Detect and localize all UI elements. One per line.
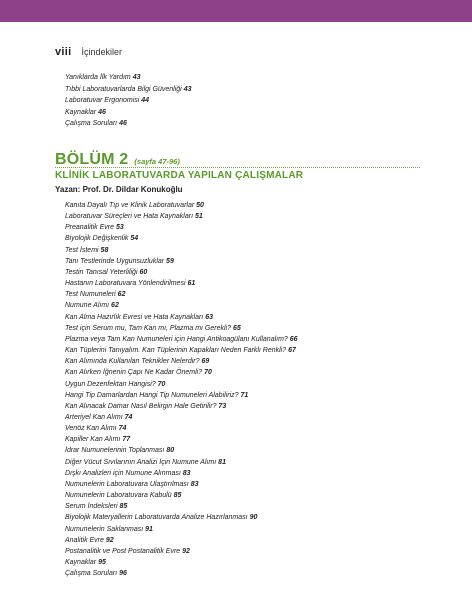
dotted-divider — [55, 167, 420, 168]
toc-entry-page: 51 — [194, 213, 203, 221]
toc-entry-page: 46 — [98, 108, 106, 116]
toc-entry-page: 50 — [196, 202, 204, 209]
toc-entry-page: 92 — [182, 547, 190, 555]
toc-entry-page: 66 — [289, 335, 298, 343]
page-header — [55, 46, 122, 58]
toc-entry — [65, 289, 298, 300]
toc-entry-page: 69 — [201, 358, 210, 366]
toc-entry — [65, 535, 298, 546]
top-color-bar — [0, 0, 472, 22]
toc-entry-title: Preanalitik Evre — [65, 224, 115, 232]
toc-entry — [65, 84, 191, 96]
toc-entry — [65, 501, 298, 512]
toc-entry — [65, 401, 298, 412]
toc-entry — [65, 423, 298, 434]
toc-entry-page: 58 — [100, 246, 109, 254]
toc-entry-title: Tanı Testlerinde Uygunsuzluklar — [65, 257, 165, 265]
toc-entry — [65, 200, 298, 211]
chapter-title: BÖLÜM 2 — [55, 151, 129, 168]
toc-entry — [65, 379, 298, 390]
page-number: viii — [55, 46, 72, 58]
toc-entry-page: 92 — [105, 536, 114, 544]
toc-entry — [65, 557, 298, 568]
toc-entry-page: 65 — [232, 324, 241, 332]
toc-entry-title: Diğer Vücut Sıvılarının Analizi İçin Numune Alımı — [65, 458, 217, 466]
toc-entry — [65, 95, 191, 107]
toc-entry-page: 85 — [119, 503, 128, 511]
toc-entry — [65, 300, 298, 311]
toc-entry-page: 74 — [118, 425, 127, 433]
toc-entry-page: 59 — [166, 257, 174, 265]
toc-entry — [65, 312, 298, 323]
toc-entry — [65, 546, 298, 557]
toc-entry-title: Biyolojik Değişkenlik — [65, 235, 129, 243]
toc-entry-title: Venöz Kan Alımı — [65, 425, 117, 433]
toc-entry-title: Uygun Dezenfektan Hangisi? — [65, 380, 156, 388]
toc-entry-page: 43 — [132, 74, 141, 81]
toc-entry-page: 95 — [98, 559, 106, 566]
chapter-page-range: (sayfa 47-96) — [134, 157, 180, 166]
toc-entry-title: Hastanın Laboratuvara Yönlendirilmesi — [65, 280, 186, 288]
toc-entry — [65, 568, 298, 579]
toc-entry — [65, 334, 298, 345]
toc-entry-title: Kaynaklar — [65, 559, 97, 566]
toc-entry — [65, 356, 298, 367]
toc-entry — [65, 267, 298, 278]
toc-entry-page: 46 — [119, 120, 127, 127]
toc-entry — [65, 479, 298, 490]
toc-entry-title: Biyolojik Materyallerin Laboratuvarda Analize Hazırlanması — [65, 514, 248, 522]
toc-entry — [65, 412, 298, 423]
toc-entry-title: Postanalitik ve Post Postanalitik Evre — [65, 547, 181, 555]
toc-entry-title: Dışkı Analizleri için Numune Alınması — [65, 469, 181, 477]
toc-entry — [65, 323, 298, 334]
toc-entry-page: 63 — [205, 313, 213, 321]
toc-entry — [65, 72, 191, 84]
toc-entry-title: Kan Tüplerini Tanıyalım. Kan Tüplerinin Kapakları Neden Farklı Renkli? — [65, 347, 287, 355]
toc-entry-page: 70 — [204, 369, 212, 377]
toc-entry — [65, 512, 298, 523]
toc-entry-page: 60 — [139, 268, 148, 276]
toc-entry — [65, 107, 191, 119]
toc-entry-page: 91 — [145, 525, 153, 533]
toc-entry — [65, 445, 298, 456]
toc-entry-title: Numune Alımı — [65, 302, 110, 310]
toc-entry-title: Serum İndeksleri — [65, 503, 118, 511]
toc-entry-title: Analitik Evre — [65, 536, 104, 544]
toc-entry-title: Çalışma Soruları — [65, 570, 118, 578]
toc-list-chapter-2 — [65, 200, 298, 579]
toc-entry — [65, 211, 298, 222]
toc-entry — [65, 457, 298, 468]
toc-entry-title: Kanıta Dayalı Tıp ve Klinik Laboratuvarlar — [65, 202, 195, 209]
toc-entry — [65, 434, 298, 445]
toc-entry-title: Kan Alınacak Damar Nasıl Belirgin Hale Getirilir? — [65, 402, 217, 410]
toc-entry — [65, 245, 298, 256]
toc-entry-title: Çalışma Soruları — [65, 120, 118, 127]
toc-list-previous-chapter — [65, 72, 191, 130]
toc-entry-page: 90 — [249, 514, 258, 522]
toc-entry — [65, 390, 298, 401]
toc-entry-page: 54 — [130, 235, 139, 243]
toc-entry-page: 62 — [117, 291, 126, 299]
toc-entry-title: Laboratuvar Süreçleri ve Hata Kaynakları — [65, 213, 194, 221]
section-title: KLİNİK LABORATUVARDA YAPILAN ÇALIŞMALAR — [55, 170, 304, 181]
toc-entry-page: 53 — [115, 224, 124, 232]
toc-entry-title: Test için Serum mu, Tam Kan mı, Plazma mı Gerekli? — [65, 324, 231, 332]
toc-entry-title: Tıbbi Laboratuvarlarda Bilgi Güvenliği — [65, 85, 182, 93]
toc-entry-page: 61 — [187, 280, 196, 288]
toc-entry-page: 77 — [122, 436, 131, 444]
toc-entry-page: 80 — [166, 447, 175, 455]
toc-entry-title: Kan Alırken İğnenin Çapı Ne Kadar Önemli? — [65, 369, 203, 377]
toc-entry-title: Plazma veya Tam Kan Numuneleri için Hangi Antikoagülanı Kullanalım? — [65, 335, 288, 343]
toc-entry-title: Kan Alımında Kullanılan Teknikler Nelerdir? — [65, 358, 200, 366]
toc-entry-title: Test Numuneleri — [65, 291, 116, 299]
toc-entry-page: 43 — [183, 85, 192, 93]
toc-entry-page: 81 — [218, 458, 226, 466]
toc-entry-page: 62 — [111, 302, 119, 310]
toc-entry — [65, 118, 191, 130]
toc-entry-title: Test İstemi — [65, 246, 99, 254]
toc-entry-title: Kaynaklar — [65, 108, 97, 116]
toc-entry-title: Laboratuvar Ergonomisi — [65, 97, 140, 104]
toc-entry-page: 70 — [157, 380, 166, 388]
toc-entry-title: Numunelerin Saklanması — [65, 525, 144, 533]
toc-entry-page: 67 — [288, 347, 296, 355]
running-title: İçindekiler — [81, 47, 123, 57]
toc-entry-page: 85 — [173, 492, 182, 500]
toc-entry-title: Numunelerin Laboratuvara Ulaştırılması — [65, 480, 189, 488]
toc-entry — [65, 278, 298, 289]
toc-entry — [65, 524, 298, 535]
toc-entry — [65, 222, 298, 233]
toc-entry — [65, 367, 298, 378]
toc-entry — [65, 233, 298, 244]
toc-entry-title: Yanıklarda İlk Yardım — [65, 74, 131, 81]
toc-entry-title: Hangi Tip Damarlardan Hangi Tip Numuneleri Alabiliriz? — [65, 391, 239, 399]
toc-entry-page: 83 — [182, 469, 191, 477]
toc-entry-title: Kan Alma Hazırlık Evresi ve Hata Kaynakları — [65, 313, 204, 321]
toc-entry-title: İdrar Numunelerinin Toplanması — [65, 447, 165, 455]
toc-entry-page: 73 — [218, 402, 227, 410]
toc-entry-page: 44 — [141, 97, 150, 104]
toc-entry-title: Numunelerin Laboratuvara Kabulü — [65, 492, 172, 500]
toc-entry-title: Arteriyel Kan Alımı — [65, 413, 123, 421]
toc-entry-page: 74 — [124, 413, 133, 421]
toc-entry-page: 96 — [119, 570, 127, 578]
toc-entry — [65, 345, 298, 356]
toc-entry — [65, 468, 298, 479]
toc-entry-title: Testin Tanısal Yeterliliği — [65, 268, 138, 276]
toc-entry-page: 71 — [240, 391, 249, 399]
toc-entry-page: 83 — [190, 480, 199, 488]
author-line: Yazan: Prof. Dr. Dildar Konukoğlu — [55, 185, 183, 194]
toc-entry-title: Kapiller Kan Alımı — [65, 436, 121, 444]
toc-entry — [65, 256, 298, 267]
toc-entry — [65, 490, 298, 501]
